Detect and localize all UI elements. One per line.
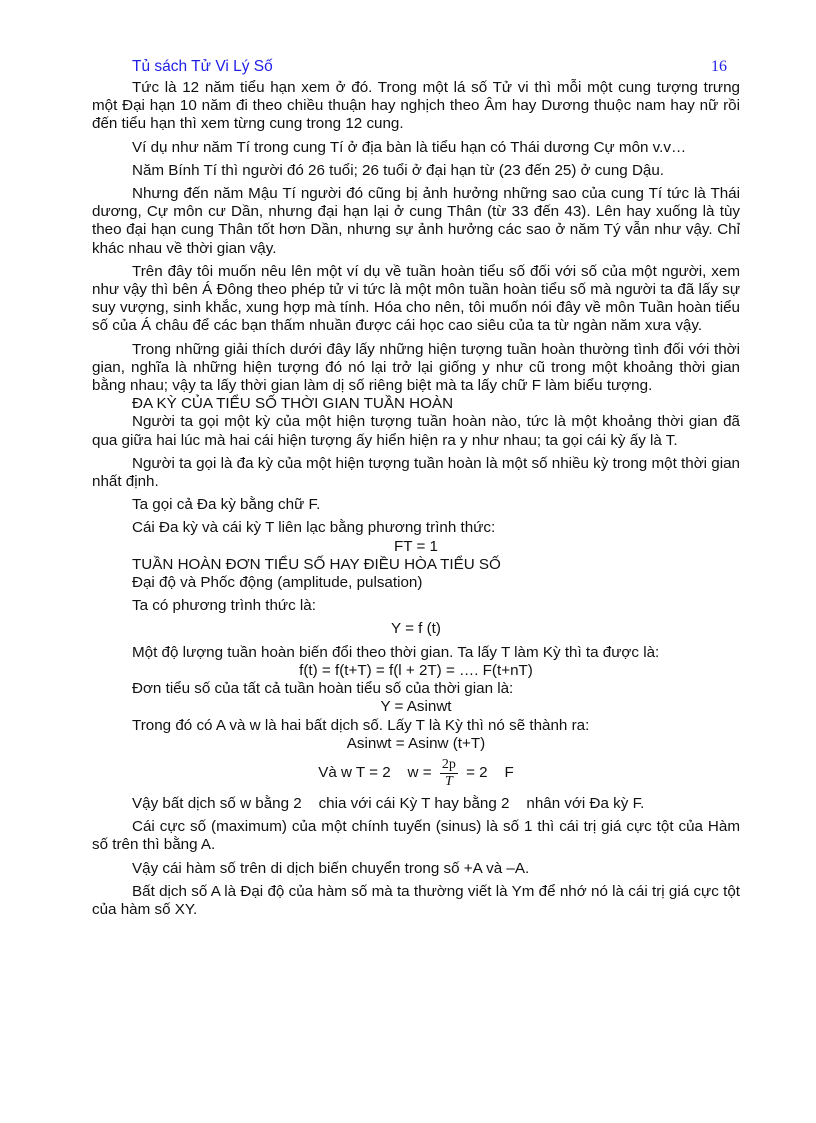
paragraph: Ta gọi cả Đa kỳ bằng chữ F. — [132, 496, 321, 514]
paragraph: Người ta gọi một kỳ của một hiện tượng tuần hoàn nào, tức là một khoảng thời gian đã qua giữa hai lúc mà hai cái hiện tượng ấy hiển hiện ra y như nhau; ta gọi cái kỳ ấy là T. — [92, 413, 740, 449]
paragraph: Người ta gọi là đa kỳ của một hiện tượng tuần hoàn là một số nhiều kỳ trong một thời gian nhất định. — [92, 454, 740, 491]
formula-right: = 2 F — [466, 764, 514, 782]
page-number: 16 — [711, 58, 727, 75]
formula: Y = Asinwt — [380, 698, 452, 716]
section-heading: TUẦN HOÀN ĐƠN TIỂU SỐ HAY ĐIỀU HÒA TIỂU SỐ — [132, 555, 501, 573]
page-body — [92, 79, 740, 919]
book-title: Tủ sách Tử Vi Lý Số — [132, 58, 273, 75]
paragraph: Nhưng đến năm Mậu Tí người đó cũng bị ảnh hưởng những sao của cung Tí tức là Thái dương, Cự môn cư Dần, nhưng đại hạn lại ở cung Thân (từ 33 đến 43). Lên hay xuống là tùy theo đại hạn cung Thân tốt hơn Dần, nhưng sự ảnh hưởng các sao ở năm Tý vẫn như vậy. Chỉ khác nhau về thời gian vậy. — [92, 185, 740, 257]
formula-left: Và w T = 2 w = — [318, 764, 432, 782]
formula: f(t) = f(t+T) = f(l + 2T) = …. F(t+nT) — [299, 661, 533, 679]
fraction-denominator: T — [444, 773, 453, 789]
formula: Asinwt = Asinw (t+T) — [346, 734, 486, 752]
paragraph: Đại độ và Phốc động (amplitude, pulsation) — [132, 574, 423, 592]
fraction — [440, 757, 458, 790]
paragraph: Cái cực số (maximum) của một chính tuyến (sinus) là số 1 thì cái trị giá cực tột của Hàm số trên thì bằng A. — [92, 818, 740, 854]
paragraph: Bất dịch số A là Đại độ của hàm số mà ta thường viết là Ym để nhớ nó là cái trị giá cực tột của hàm số XY. — [92, 882, 740, 918]
paragraph: Ví dụ như năm Tí trong cung Tí ở địa bàn là tiểu hạn có Thái dương Cự môn v.v… — [132, 138, 687, 156]
paragraph: Trong đó có A và w là hai bất dịch số. Lấy T là Kỳ thì nó sẽ thành ra: — [132, 716, 590, 734]
paragraph: Trong những giải thích dưới đây lấy những hiện tượng tuần hoàn thường tình đối với thời gian, nghĩa là những hiện tượng đó nó lại trở lại giống y như cũ trong một khoảng thời gian bằng nhau; vậy ta lấy thời gian làm dị số riêng biệt mà ta lấy chữ F làm biểu tượng. — [92, 340, 740, 395]
formula: Y = f (t) — [391, 620, 441, 638]
paragraph: Ta có phương trình thức là: — [132, 597, 316, 615]
fraction-numerator: 2p — [441, 756, 456, 772]
paragraph: Trên đây tôi muốn nêu lên một ví dụ về tuần hoàn tiểu số đối với số của một người, xem như vậy thì bên Á Đông theo phép tử vi tức là một môn tuần hoàn tiểu số mà người ta đã lấy sự suy vượng, sinh khắc, xung hợp mà tính. Hóa cho nên, tôi muốn nói đây về môn Tuần hoàn tiểu số của Á châu để các bạn thấm nhuần được cái học cao siêu của ta từ ngàn năm xưa vậy. — [92, 262, 740, 335]
paragraph: Đơn tiểu số của tất cả tuần hoàn tiểu số của thời gian là: — [132, 680, 514, 698]
paragraph: Cái Đa kỳ và cái kỳ T liên lạc bằng phương trình thức: — [132, 519, 496, 537]
paragraph: Vậy bất dịch số w bằng 2 chia với cái Kỳ T hay bằng 2 nhân với Đa kỳ F. — [132, 794, 645, 812]
section-heading: ĐA KỲ CỦA TIỂU SỐ THỜI GIAN TUẦN HOÀN — [132, 395, 454, 413]
paragraph: Tức là 12 năm tiểu hạn xem ở đó. Trong một lá số Tử vi thì mỗi một cung tượng trưng một Đại hạn 10 năm đi theo chiều thuận hay nghịch theo Âm hay Dương thuộc nam hay nữ rồi đến tiểu hạn thì xem từng cung trong 12 cung. — [92, 79, 740, 133]
paragraph: Vậy cái hàm số trên di dịch biến chuyển trong số +A và –A. — [132, 859, 530, 877]
fraction-formula — [92, 757, 740, 791]
paragraph: Năm Bính Tí thì người đó 26 tuổi; 26 tuổi ở đại hạn từ (23 đến 25) ở cung Dậu. — [132, 161, 665, 179]
page-header — [132, 58, 727, 80]
paragraph: Một độ lượng tuần hoàn biến đổi theo thời gian. Ta lấy T làm Kỳ thì ta được là: — [132, 643, 660, 661]
formula: FT = 1 — [393, 537, 439, 555]
